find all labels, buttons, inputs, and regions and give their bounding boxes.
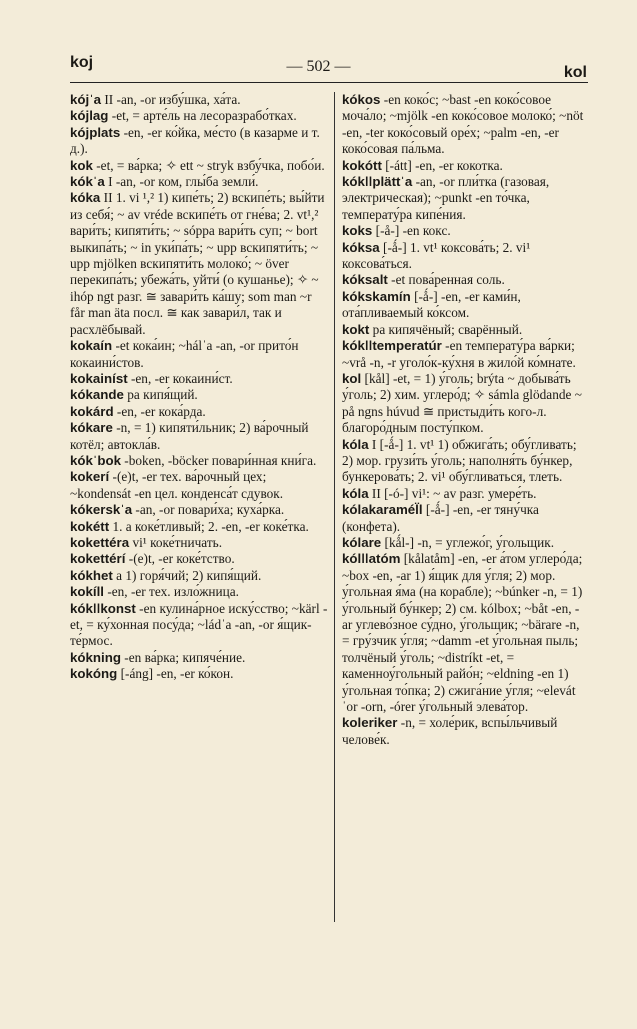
entry-headword: kokerí — [70, 469, 110, 485]
entry-headword: kókˈbok — [70, 452, 121, 468]
entry-definition: -an, -or пли́тка (газовая, электрическая); ~punkt -en то́чка, температу́ра кипе́ния. — [342, 174, 550, 222]
entry-definition: pa кипячёный; сварённый. — [369, 321, 523, 337]
dictionary-entry — [70, 666, 328, 682]
dictionary-entry — [342, 174, 588, 223]
entry-headword: kóksa — [342, 239, 380, 255]
page-number: — 502 — — [286, 58, 351, 75]
dictionary-entry — [70, 650, 328, 666]
dictionary-entry — [70, 125, 328, 158]
dictionary-entry — [70, 535, 328, 551]
dictionary-entry — [70, 108, 328, 124]
entry-definition: [-átt] -en, -er кокотка. — [381, 157, 503, 173]
entry-headword: kólǀǀatóm — [342, 551, 401, 567]
dictionary-entry — [70, 568, 328, 584]
entry-headword: kókˈa — [70, 174, 105, 190]
entry-definition: -en ва́рка; кипяче́ние. — [120, 649, 246, 665]
entry-definition: -en, -er кока́рда. — [113, 403, 206, 419]
dictionary-entry — [342, 715, 588, 748]
entry-headword: kójlag — [70, 108, 109, 124]
entry-headword: kókos — [342, 92, 381, 107]
entry-definition: -n, = 1) кипяти́льник; 2) ва́рочный котёл; автокла́в. — [70, 420, 309, 452]
header-right-guide-word: kol — [563, 64, 587, 81]
header-left-guide-word: koj — [70, 54, 94, 71]
entry-definition: -en коко́с; ~bast -en коко́совое моча́ло; ~mjölk -en коко́совое молоко́; ~nöt -en, -ter коко́совый оре́х; ~palm -en, -er коко́совая па́льма. — [342, 92, 584, 157]
column-divider — [334, 92, 335, 922]
entry-headword: kókare — [70, 420, 113, 436]
dictionary-entry — [342, 158, 588, 174]
entry-definition: pa кипя́щий. — [123, 387, 198, 403]
entry-definition: -en кулина́рное иску́сство; ~kärl -et, = ку́хонная посу́да; ~ládˈa -an, -or я́щик-те́рмос. — [70, 600, 328, 649]
entry-headword: kólare — [342, 534, 382, 550]
dictionary-entry — [70, 469, 328, 502]
entry-definition: -boken, -böcker повари́нная кни́га. — [120, 452, 317, 468]
dictionary-entry — [342, 289, 588, 322]
entry-definition: -et кока́ин; ~hálˈa -an, -or прито́н кокаини́стов. — [70, 338, 299, 370]
entry-headword: kóksalt — [342, 272, 388, 288]
entry-definition: -en температу́ра ва́рки; ~vrå -n, -r уголо́к-ку́хня в жило́й ко́мнате. — [342, 338, 576, 370]
entry-definition: -en, -er тех. изло́жница. — [104, 584, 239, 600]
entry-headword: kókning — [70, 649, 121, 665]
entry-headword: kóka — [70, 190, 101, 206]
entry-headword: kókande — [70, 387, 124, 403]
entry-headword: kóla — [342, 436, 369, 452]
entry-definition: II [-ó-] vi¹: ~ av разг. умере́ть. — [368, 485, 537, 501]
entry-definition: -an, -or повари́ха; куха́рка. — [132, 502, 285, 518]
entry-headword: kokettéra — [70, 534, 130, 550]
dictionary-entry — [342, 92, 588, 158]
dictionary-entry — [342, 338, 588, 371]
dictionary-entry — [342, 502, 588, 535]
entry-definition: -et, = ва́рка; ✧ ett ~ stryk взбу́чка, побо́и. — [92, 157, 325, 173]
dictionary-entry — [342, 371, 588, 437]
dictionary-entry — [70, 174, 328, 190]
entry-headword: kokótt — [342, 157, 382, 173]
entry-headword: kókǀǀkonst — [70, 600, 136, 616]
entry-definition: [-ǻ-] -en, -er тяну́чка (конфета). — [342, 502, 539, 534]
dictionary-entry — [70, 371, 328, 387]
dictionary-entry — [70, 420, 328, 453]
dictionary-entry — [70, 551, 328, 567]
entry-definition: [-ǻ-] -en, -er ками́н, ота́пливаемый ко́ксом. — [342, 288, 521, 321]
entry-headword: kokettérí — [70, 551, 126, 567]
entry-headword: kokt — [342, 321, 370, 337]
entry-headword: kókerskˈa — [70, 502, 133, 518]
dictionary-entry — [70, 387, 328, 403]
dictionary-entry — [342, 486, 588, 502]
entry-definition: -(e)t, -er коке́тство. — [125, 551, 235, 567]
entry-headword: kókǀǀplättˈa — [342, 174, 413, 190]
right-column — [342, 92, 588, 748]
header-rule — [70, 82, 588, 83]
entry-definition: [kålatåm] -en, -er а́том углеро́да; ~box -en, -ar 1) я́щик для у́гля; 2) мор. у́гольная я́ма (на корабле); ~búnker -n, = 1) у́гольный бу́нкер; 2) см. kólbox; ~båt -en, -ar углево́зное су́дно, у́гольщик; ~bärare -n, = гру́зчик у́гля; ~damm -et у́гольная пыль; толчёный у́голь; ~distríkt -et, = каменноу́гольный райо́н; ~eldning -en 1) у́гольная то́пка; 2) сжига́ние у́гля; ~elevátˈor -orn, -órer у́гольный элева́тор. — [342, 551, 583, 715]
entry-definition: II -an, -or избу́шка, ха́та. — [101, 92, 241, 107]
dictionary-entry — [70, 92, 328, 108]
entry-definition: -et, = арте́ль на лесоразрабо́тках. — [108, 108, 297, 124]
entry-headword: kokainíst — [70, 370, 128, 386]
dictionary-entry — [70, 158, 328, 174]
entry-headword: kójplats — [70, 124, 121, 140]
dictionary-entry — [70, 584, 328, 600]
entry-headword: kokárd — [70, 403, 114, 419]
entry-definition: [-å-] -en кокс. — [372, 223, 451, 239]
entry-headword: kókǀǀtemperatúr — [342, 338, 442, 354]
dictionary-entry — [70, 601, 328, 650]
dictionary-entry — [342, 322, 588, 338]
dictionary-entry — [70, 519, 328, 535]
entry-definition: [-ǻ-] 1. vt¹ коксова́ть; 2. vi¹ коксова́ться. — [342, 239, 531, 272]
dictionary-entry — [70, 190, 328, 338]
dictionary-entry — [342, 272, 588, 288]
entry-headword: kókhet — [70, 567, 113, 583]
dictionary-entry — [342, 535, 588, 551]
dictionary-entry — [342, 223, 588, 239]
entry-definition: -et пова́ренная соль. — [387, 272, 505, 288]
entry-headword: kokíll — [70, 584, 104, 600]
entry-headword: kójˈa — [70, 92, 102, 107]
entry-definition: 1. a коке́тливый; 2. -en, -er коке́тка. — [109, 518, 309, 534]
entry-definition: -en, -er ко́йка, ме́сто (в казарме и т. д.). — [70, 124, 320, 157]
dictionary-entry — [70, 502, 328, 518]
entry-definition: -(e)t, -er тех. ва́рочный цех; ~kondensát -en цел. конденса́т сдувок. — [70, 469, 284, 501]
entry-headword: kol — [342, 370, 362, 386]
dictionary-entry — [70, 453, 328, 469]
entry-definition: vi¹ коке́тничать. — [129, 534, 223, 550]
dictionary-entry — [70, 404, 328, 420]
dictionary-entry — [342, 240, 588, 273]
entry-definition: [-áng] -en, -er ко́кон. — [117, 666, 234, 682]
entry-definition: -en, -er кокаини́ст. — [127, 370, 233, 386]
left-column — [70, 92, 328, 683]
entry-definition: a 1) горя́чий; 2) кипя́щий. — [112, 567, 262, 583]
entry-headword: kok — [70, 157, 93, 173]
entry-definition: II 1. vi ¹,² 1) кипе́ть; 2) вскипе́ть; вы́йти из себя́; ~ av vréde вскипе́ть от гне́ва; 2. vt¹,² вари́ть; кипяти́ть; ~ sóppa вари́ть суп; ~ bort выкипа́ть; ~ in уки́па́ть; ~ upp вскипяти́ть; ~ upp mjölken вскипяти́ть молоко́; ~ över перекипа́ть; убежа́ть, уйти́ (о кушанье); ✧ ~ ihóp ngt разг. ≅ завари́ть ка́шу; som man ~r får man äta посл. ≅ как завари́л, так и расхлёбывай. — [70, 190, 325, 337]
dictionary-entry — [70, 338, 328, 371]
entry-headword: kokaín — [70, 338, 113, 354]
entry-definition: I -an, -or ком, глы́ба земли́. — [104, 174, 259, 190]
entry-definition: I [-ǻ-] 1. vt¹ 1) обжига́ть; обу́гливать; 2) мор. грузи́ть у́голь; наполня́ть бу́нкер, бункерова́ть; 2. vi¹ обу́гливаться, тлеть. — [342, 436, 577, 485]
entry-definition: [kål] -et, = 1) у́голь; brýta ~ добыва́ть у́голь; 2) хим. углеро́д; ✧ sámla glödande ~ på ngns húvud ≅ пристыди́ть кого-л. благоро́дным посту́пком. — [342, 370, 582, 436]
dictionary-entry — [342, 437, 588, 486]
entry-headword: koleriker — [342, 715, 398, 731]
entry-definition: -n, = холе́рик, вспы́льчивый челове́к. — [342, 715, 558, 747]
entry-headword: koks — [342, 223, 373, 239]
entry-headword: kókskamín — [342, 288, 411, 304]
dictionary-entry — [342, 551, 588, 715]
entry-headword: kólakaramél̈l — [342, 502, 423, 518]
entry-headword: kokétt — [70, 518, 110, 534]
entry-definition: [kǻl-] -n, = углежо́г, у́гольщик. — [381, 534, 555, 550]
entry-headword: kokóng — [70, 666, 118, 682]
entry-headword: kóla — [342, 485, 369, 501]
